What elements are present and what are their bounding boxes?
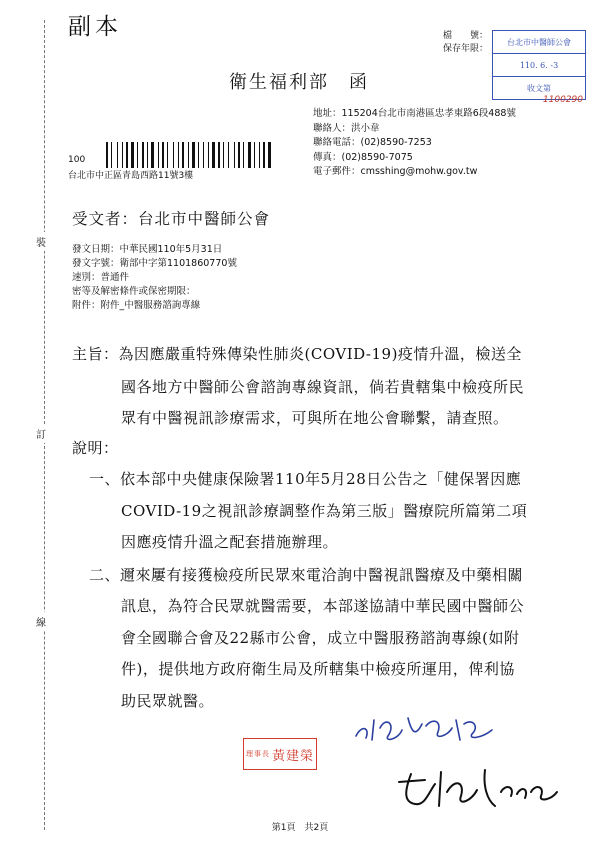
meta-attachment: 附件：附件_中醫服務諮詢專線 — [72, 300, 201, 311]
barcode-bar — [228, 142, 229, 168]
barcode-bar — [182, 142, 184, 168]
barcode-bar — [198, 142, 199, 168]
item1-line-3: 因應疫情升溫之配套措施辦理。 — [121, 533, 339, 551]
barcode-bar — [212, 142, 215, 168]
copy-mark: 副本 — [68, 14, 122, 40]
barcode-bar — [151, 142, 154, 168]
item2-line-4: 件)，提供地方政府衛生局及所轄集中檢疫所運用，俾利協 — [121, 660, 515, 678]
mailing-address: 台北市中正區青島西路11號3樓 — [68, 171, 194, 181]
meta-secrecy: 密等及解密條件或保密期限： — [72, 286, 196, 297]
barcode-bar — [109, 142, 110, 168]
barcode-bar — [241, 142, 242, 168]
barcode-bar — [169, 142, 172, 168]
barcode-bar — [180, 142, 181, 168]
meta-speed: 速別：普通件 — [72, 272, 130, 283]
file-labels — [438, 30, 488, 56]
barcode-bar — [165, 142, 166, 168]
barcode-bar — [142, 142, 144, 168]
barcode-bar — [131, 142, 134, 168]
barcode-bar — [230, 142, 233, 168]
receipt-stamp-date: 110. 6. -3 — [493, 54, 585, 77]
item1-line-2: COVID-19之視訊診療調整作為第三版」醫療院所篇第二項 — [121, 502, 528, 520]
barcode-bar — [238, 142, 240, 168]
barcode-bar — [178, 142, 179, 168]
receipt-stamp-org: 台北市中醫師公會 — [493, 31, 585, 54]
receipt-stamp — [492, 30, 586, 105]
barcode-bar — [113, 142, 116, 168]
barcode-bar — [256, 142, 258, 168]
barcode-bar — [135, 142, 136, 168]
barcode-bar — [225, 142, 227, 168]
barcode-bar — [160, 142, 161, 168]
item2-line-5: 助民眾就醫。 — [121, 692, 215, 710]
barcode-bar — [268, 142, 271, 168]
receipt-stamp-doc-label: 收文第 — [527, 83, 551, 93]
barcode-bar — [149, 142, 150, 168]
barcode-bar — [252, 142, 253, 168]
subject-line-2: 國各地方中醫師公會諮詢專線資訊，倘若貴轄集中檢疫所民 — [121, 378, 525, 396]
barcode — [106, 142, 321, 168]
binding-mark-2: 訂 — [36, 424, 46, 443]
barcode-bar — [216, 142, 217, 168]
barcode-bar — [137, 142, 138, 168]
barcode-bar — [190, 142, 191, 168]
barcode-bar — [139, 142, 141, 168]
barcode-bar — [196, 142, 197, 168]
meta-number: 發文字號：衛部中字第1101860770號 — [72, 258, 237, 269]
item2-line-1: 二、邇來屢有接獲檢疫所民眾來電洽詢中醫視訊醫療及中藥相關 — [89, 566, 524, 584]
barcode-bar — [122, 142, 123, 168]
barcode-bar — [129, 142, 130, 168]
barcode-bar — [173, 142, 174, 168]
contact-phone: 聯絡電話：(02)8590-7253 — [313, 137, 432, 148]
barcode-bar — [167, 142, 168, 168]
contact-email: 電子郵件：cmsshing@mohw.gov.tw — [313, 166, 478, 177]
barcode-bar — [245, 142, 247, 168]
barcode-bar — [119, 142, 121, 168]
barcode-bar — [147, 142, 148, 168]
contact-fax: 傳真：(02)8590-7075 — [313, 151, 413, 163]
item2-line-3: 會全國聯合會及22縣市公會，成立中醫服務諮詢專線(如附 — [121, 629, 520, 647]
barcode-bar — [200, 142, 202, 168]
barcode-bar — [155, 142, 157, 168]
item1-line-1: 一、依本部中央健康保險署110年5月28日公告之「健保署因應 — [89, 470, 522, 488]
barcode-bar — [117, 142, 118, 168]
binding-mark-1: 裝 — [36, 232, 46, 251]
barcode-bar — [248, 142, 251, 168]
seal-title: 理事長 — [245, 750, 270, 758]
barcode-bar — [145, 142, 146, 168]
chairman-seal — [243, 738, 317, 770]
barcode-bar — [124, 142, 125, 168]
barcode-bar — [175, 142, 177, 168]
barcode-bar — [188, 142, 189, 168]
item2-line-2: 訊息，為符合民眾就醫需要，本部遂協請中華民國中醫師公 — [121, 597, 525, 615]
retention-label: 保存年限： — [442, 44, 488, 54]
barcode-bar — [111, 142, 112, 168]
barcode-bar — [158, 142, 159, 168]
receipt-stamp-doc-number: 1100290 — [542, 95, 583, 105]
handwritten-signature — [395, 762, 565, 812]
barcode-bar — [266, 142, 267, 168]
barcode-bar — [208, 142, 209, 168]
barcode-bar — [192, 142, 195, 168]
barcode-bar — [243, 142, 244, 168]
barcode-bar — [162, 142, 164, 168]
receipt-stamp-docrow — [493, 77, 585, 105]
barcode-bar — [236, 142, 237, 168]
barcode-bar — [234, 142, 235, 168]
page-footer: 第1頁 共2頁 — [271, 823, 329, 833]
barcode-bar — [126, 142, 128, 168]
barcode-bar — [106, 142, 108, 168]
contact-block — [313, 107, 516, 180]
barcode-bar — [263, 142, 265, 168]
barcode-bar — [185, 142, 187, 168]
barcode-bar — [259, 142, 260, 168]
subject-line-1: 主旨：為因應嚴重特殊傳染性肺炎(COVID-19)疫情升溫，檢送全 — [72, 345, 522, 363]
explanation-label: 說明： — [72, 439, 119, 457]
subject-line-3: 眾有中醫視訊診療需求，可與所在地公會聯繫，請查照。 — [121, 409, 509, 427]
barcode-bar — [223, 142, 224, 168]
barcode-bar — [210, 142, 211, 168]
handwritten-note — [352, 706, 502, 746]
barcode-bar — [203, 142, 204, 168]
barcode-bar — [205, 142, 207, 168]
recipient: 受文者：台北市中醫師公會 — [72, 210, 271, 228]
file-number-label: 檔 號： — [442, 31, 488, 41]
contact-person: 聯絡人：洪小韋 — [313, 122, 380, 134]
mailing-zip: 100 — [68, 155, 86, 165]
barcode-bar — [218, 142, 220, 168]
document-meta — [72, 243, 237, 313]
meta-date: 發文日期：中華民國110年5月31日 — [72, 244, 223, 255]
document-title: 衛生福利部 函 — [229, 72, 369, 93]
barcode-bar — [221, 142, 222, 168]
contact-address: 地址：115204台北市南港區忠孝東路6段488號 — [313, 108, 516, 119]
barcode-bar — [261, 142, 262, 168]
seal-name: 黃建榮 — [271, 748, 314, 764]
binding-mark-3: 線 — [36, 612, 46, 631]
barcode-bar — [254, 142, 255, 168]
